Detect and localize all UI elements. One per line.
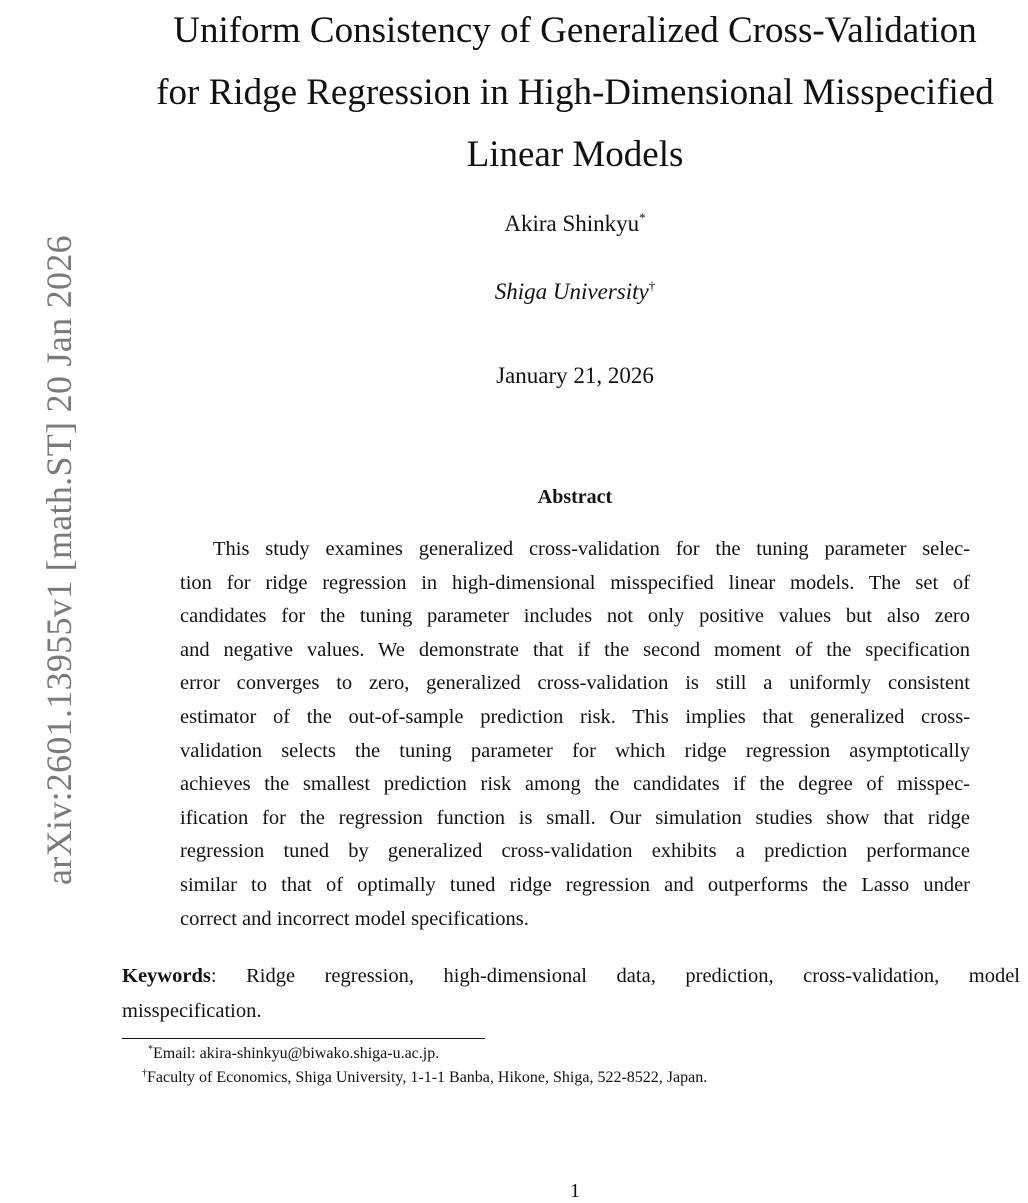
footnote-text: Email: akira-shinkyu@biwako.shiga-u.ac.jp. <box>153 1045 440 1062</box>
title-line: Linear Models <box>466 134 684 175</box>
page-number: 1 <box>570 1180 580 1202</box>
abstract-line: estimator of the out-of-sample prediction risk. This implies that generalized cross- <box>180 705 970 728</box>
paper-title <box>118 0 1028 186</box>
keywords-label: Keywords <box>122 965 211 987</box>
abstract-line: achieves the smallest prediction risk among the candidates if the degree of misspec- <box>180 773 970 796</box>
abstract-line: candidates for the tuning parameter includes not only positive values but also zero <box>180 605 970 628</box>
affiliation-footnote-mark: † <box>648 278 656 293</box>
abstract-line: tion for ridge regression in high-dimensional misspecified linear models. The set of <box>180 571 970 594</box>
abstract-line: error converges to zero, generalized cross-validation is still a uniformly consistent <box>180 672 970 695</box>
abstract-line: ification for the regression function is small. Our simulation studies show that ridge <box>180 806 970 829</box>
footnote-mark: * <box>148 1044 153 1055</box>
title-line: for Ridge Regression in High-Dimensional Misspecified <box>156 72 994 113</box>
keywords-line: misspecification. <box>122 1000 262 1022</box>
arxiv-stamp: arXiv:2601.13955v1 [math.ST] 20 Jan 2026 <box>39 235 79 885</box>
affiliation <box>120 278 1028 305</box>
abstract-line: validation selects the tuning parameter for which ridge regression asymptotically <box>180 739 970 762</box>
author <box>120 210 1028 237</box>
abstract-line: This study examines generalized cross-validation for the tuning parameter selec- <box>213 538 970 560</box>
abstract-line: and negative values. We demonstrate that if the second moment of the specification <box>180 638 970 661</box>
abstract-line: similar to that of optimally tuned ridge regression and outperforms the Lasso under <box>180 873 970 896</box>
keywords-text: : Ridge regression, high-dimensional data, prediction, cross-validation, model <box>210 965 1020 987</box>
footnote-affiliation <box>142 1068 707 1087</box>
abstract-line: regression tuned by generalized cross-validation exhibits a prediction performance <box>180 840 970 863</box>
footnote-email <box>148 1044 439 1063</box>
footnote-mark: † <box>142 1068 147 1079</box>
affiliation-name: Shiga University <box>494 279 649 304</box>
author-footnote-mark: * <box>639 210 646 225</box>
title-line: Uniform Consistency of Generalized Cross-Validation <box>173 10 977 51</box>
keywords <box>122 959 1020 1029</box>
abstract-line: correct and incorrect model specifications. <box>180 907 529 930</box>
footnote-rule <box>122 1038 485 1039</box>
footnote-text: Faculty of Economics, Shiga University, 1-1-1 Banba, Hikone, Shiga, 522-8522, Japan. <box>147 1069 708 1086</box>
date: January 21, 2026 <box>496 363 654 388</box>
keywords-line <box>122 959 1020 994</box>
abstract-heading: Abstract <box>537 486 613 508</box>
abstract-body <box>180 533 970 936</box>
author-name: Akira Shinkyu <box>504 211 640 236</box>
